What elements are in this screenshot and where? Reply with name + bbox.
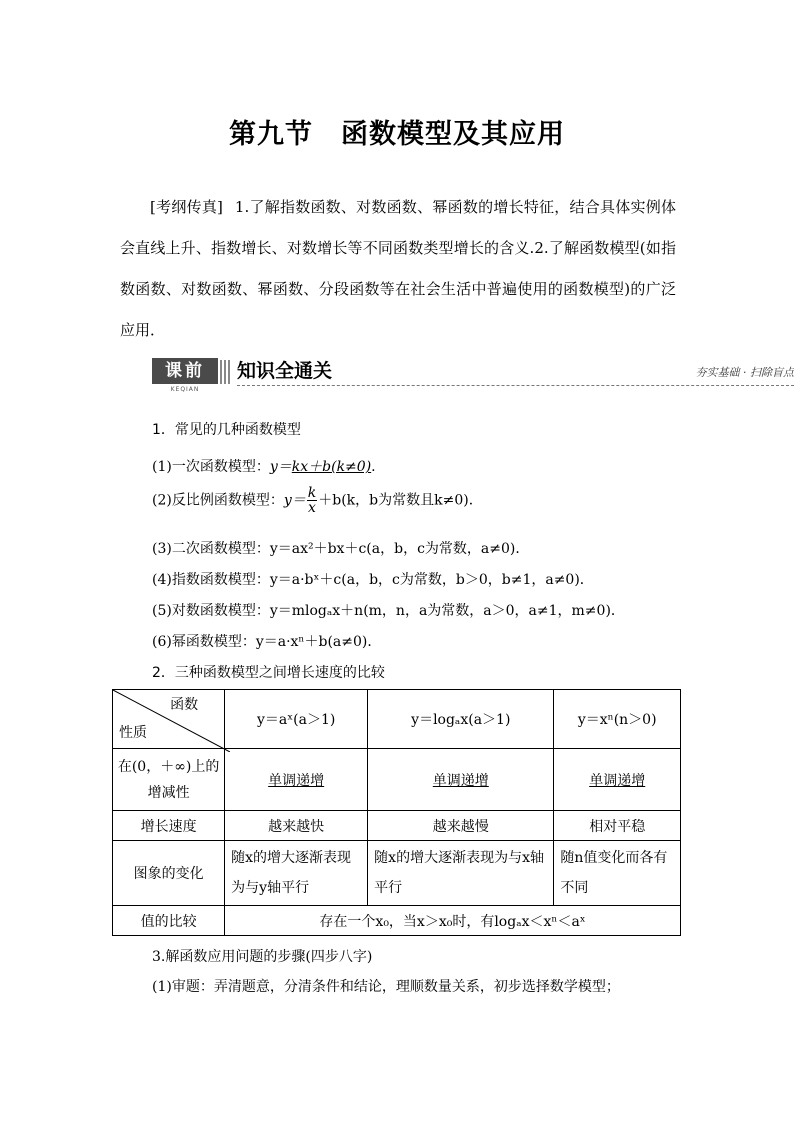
banner-slogan: 夯实基础 · 扫除盲点	[695, 366, 794, 379]
syllabus-paragraph	[120, 187, 676, 351]
step-1: (1)审题：弄清题意，分清条件和结论，理顺数量关系，初步选择数学模型；	[152, 979, 620, 995]
cell: 单调递增	[368, 749, 554, 811]
cell: 越来越慢	[368, 811, 554, 841]
page-title: 第九节 函数模型及其应用	[229, 119, 565, 150]
table-row	[113, 906, 681, 936]
cell: 随x的增大逐渐表现为与y轴平行	[225, 841, 368, 906]
row-label-speed: 增长速度	[113, 811, 225, 841]
banner-stripe-icon	[220, 360, 232, 384]
corner-top: 函数	[170, 697, 199, 713]
banner-divider	[237, 385, 794, 386]
section-banner	[152, 358, 794, 398]
model-item-5: (5)对数函数模型：y＝mlogₐx＋n(m，n，a为常数，a＞0，a≠1，m≠0)．	[152, 603, 625, 619]
row-label-graph: 图象的变化	[113, 841, 225, 906]
cell: 越来越快	[225, 811, 368, 841]
banner-label: 课前	[152, 358, 218, 384]
answer-blank: kx＋b(k≠0)	[291, 459, 372, 475]
cell: 随n值变化而各有不同	[554, 841, 681, 906]
model-item-3: (3)二次函数模型：y＝ax²＋bx＋c(a，b，c为常数，a≠0)．	[152, 541, 530, 557]
cell: 相对平稳	[554, 811, 681, 841]
table-header-row	[113, 690, 681, 749]
model-item-2: (2)反比例函数模型：y＝ $\frac{k}{x}$ ＋b(k，b为常数且k≠0)．	[152, 485, 483, 516]
model-item-6: (6)幂函数模型：y＝a·xⁿ＋b(a≠0)．	[152, 634, 382, 650]
corner-cell	[113, 690, 225, 749]
cell: 存在一个x₀，当x＞x₀时，有logₐx＜xⁿ＜aˣ	[225, 906, 681, 936]
cell: 随x的增大逐渐表现为与x轴平行	[368, 841, 554, 906]
table-row	[113, 841, 681, 906]
cell: 单调递增	[554, 749, 681, 811]
banner-pinyin: KEQIAN	[170, 386, 200, 393]
table-row	[113, 749, 681, 811]
section-1-heading: 1．常见的几种函数模型	[152, 422, 301, 438]
section-2-heading: 2．三种函数模型之间增长速度的比较	[152, 665, 385, 681]
syllabus-text: 1.了解指数函数、对数函数、幂函数的增长特征，结合具体实例体会直线上升、指数增长、对数增长等不同函数类型增长的含义.2.了解函数模型(如指数函数、对数函数、幂函数、分段函数等在社会生活中普遍使用的函数模型)的广泛应用．	[120, 198, 676, 339]
col-header-pow: y＝xⁿ(n＞0)	[554, 690, 681, 749]
col-header-exp: y＝aˣ(a＞1)	[225, 690, 368, 749]
model-item-1: (1)一次函数模型：y＝kx＋b(k≠0).	[152, 459, 376, 475]
row-label-monotonic: 在(0，＋∞)上的增减性	[113, 749, 225, 811]
fraction: $\frac{k}{x}$	[307, 485, 317, 516]
syllabus-tag: [考纲传真]	[150, 198, 223, 216]
corner-bottom: 性质	[119, 725, 147, 741]
banner-title: 知识全通关	[237, 360, 333, 382]
model-item-4: (4)指数函数模型：y＝a·bˣ＋c(a，b，c为常数，b＞0，b≠1，a≠0)．	[152, 572, 594, 588]
col-header-log: y＝logₐx(a＞1)	[368, 690, 554, 749]
table-row	[113, 811, 681, 841]
row-label-compare: 值的比较	[113, 906, 225, 936]
cell: 单调递增	[225, 749, 368, 811]
section-3-heading: 3.解函数应用问题的步骤(四步八字)	[152, 949, 373, 965]
comparison-table	[112, 689, 681, 936]
